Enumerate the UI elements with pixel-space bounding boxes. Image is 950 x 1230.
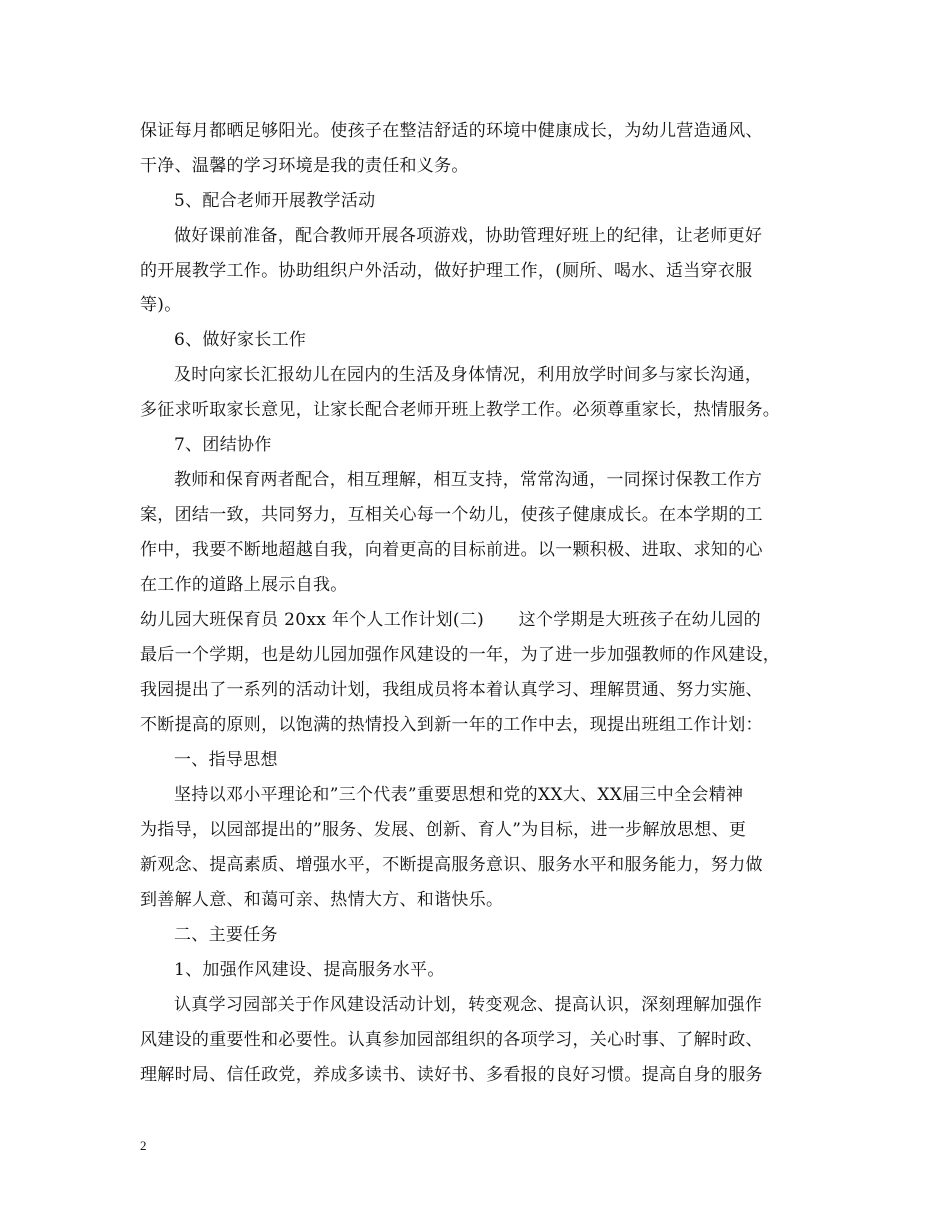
paragraph-line: 多征求听取家长意见，让家长配合老师开班上教学工作。必须尊重家长，热情服务。 (140, 400, 781, 420)
paragraph-line: 做好课前准备，配合教师开展各项游戏，协助管理好班上的纪律，让老师更好 (174, 226, 763, 246)
section-heading: 二、主要任务 (174, 925, 278, 945)
paragraph-line: 不断提高的原则，以饱满的热情投入到新一年的工作中去，现提出班组工作计划： (140, 715, 763, 735)
paragraph-line: 在工作的道路上展示自我。 (140, 575, 348, 595)
paragraph-line: 干净、温馨的学习环境是我的责任和义务。 (140, 156, 469, 176)
paragraph-line: 的开展教学工作。协助组织户外活动，做好护理工作，(厕所、喝水、适当穿衣服 (140, 261, 753, 281)
page-number: 2 (140, 1138, 147, 1153)
section-heading: 5、配合老师开展教学活动 (174, 191, 376, 211)
paragraph-line: 理解时局、信任政党，养成多读书、读好书、多看报的良好习惯。提高自身的服务 (140, 1065, 763, 1085)
document-title-line: 幼儿园大班保育员 20xx 年个人工作计划(二) 这个学期是大班孩子在幼儿园的 (140, 610, 761, 630)
paragraph-line: 案，团结一致，共同努力，互相关心每一个幼儿，使孩子健康成长。在本学期的工 (140, 505, 763, 525)
paragraph-line: 到善解人意、和蔼可亲、热情大方、和谐快乐。 (140, 890, 504, 910)
paragraph-line: 坚持以邓小平理论和”三个代表”重要思想和党的XX大、XX届三中全会精神 (174, 785, 744, 805)
paragraph-line: 为指导，以园部提出的”服务、发展、创新、育人”为目标，进一步解放思想、更 (140, 820, 747, 840)
paragraph-line: 新观念、提高素质、增强水平，不断提高服务意识、服务水平和服务能力，努力做 (140, 855, 763, 875)
paragraph-line: 风建设的重要性和必要性。认真参加园部组织的各项学习，关心时事、了解时政、 (140, 1030, 763, 1050)
section-heading: 6、做好家长工作 (174, 330, 307, 350)
paragraph-line: 等)。 (140, 295, 182, 315)
section-heading: 1、加强作风建设、提高服务水平。 (174, 960, 445, 980)
paragraph-line: 作中，我要不断地超越自我，向着更高的目标前进。以一颗积极、进取、求知的心 (140, 540, 763, 560)
paragraph-line: 我园提出了一系列的活动计划，我组成员将本着认真学习、理解贯通、努力实施、 (140, 680, 763, 700)
paragraph-line: 最后一个学期，也是幼儿园加强作风建设的一年，为了进一步加强教师的作风建设， (140, 645, 781, 665)
paragraph-line: 教师和保育两者配合，相互理解，相互支持，常常沟通，一同探讨保教工作方 (174, 470, 763, 490)
paragraph-line: 认真学习园部关于作风建设活动计划，转变观念、提高认识，深刻理解加强作 (174, 995, 763, 1015)
paragraph-line: 保证每月都晒足够阳光。使孩子在整洁舒适的环境中健康成长，为幼儿营造通风、 (140, 121, 763, 141)
paragraph-line: 及时向家长汇报幼儿在园内的生活及身体情况，利用放学时间多与家长沟通， (174, 365, 763, 385)
section-heading: 一、指导思想 (174, 750, 278, 770)
section-heading: 7、团结协作 (174, 435, 272, 455)
